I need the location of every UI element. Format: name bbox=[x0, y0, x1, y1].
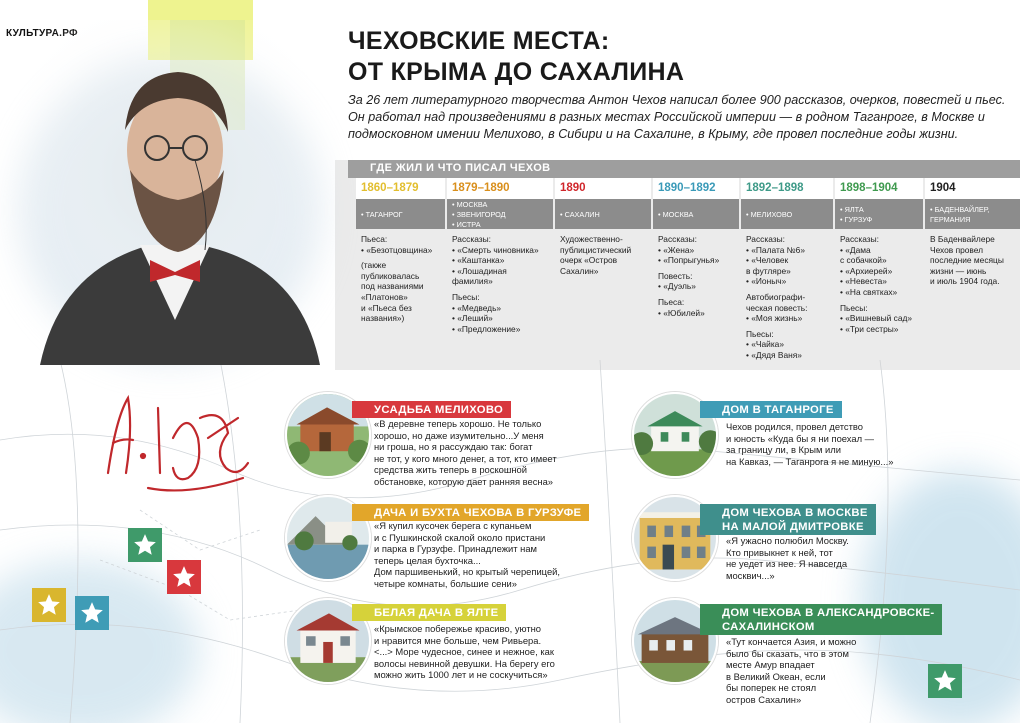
place-quote-line: Чехов родился, провел детство bbox=[726, 421, 863, 432]
place-title bbox=[352, 401, 511, 418]
timeline-work-line: фамилия» bbox=[452, 276, 493, 287]
timeline-works bbox=[356, 229, 445, 324]
place-quote-line: обстановке, которую дает ранняя весна» bbox=[374, 475, 554, 487]
place-quote bbox=[374, 520, 614, 590]
place-quote-line: москвич...» bbox=[726, 569, 775, 581]
timeline-work-line: Художественно- bbox=[560, 234, 623, 244]
place-quote bbox=[726, 636, 906, 706]
timeline-work-line: • «Безотцовщина» bbox=[361, 244, 433, 255]
timeline-place: • МОСКВА bbox=[658, 210, 694, 219]
timeline-work-line: названия») bbox=[361, 313, 405, 324]
timeline-work-line: • «Предложение» bbox=[452, 323, 521, 334]
place-quote-line: хорошо, но даже изумительно...У меня bbox=[374, 429, 544, 441]
timeline-work-line: с собачкой» bbox=[840, 255, 887, 266]
place-quote-line: остров Сахалин» bbox=[726, 693, 802, 705]
chekhov-signature bbox=[88, 378, 258, 498]
timeline-place: • ИСТРА bbox=[452, 220, 481, 229]
timeline-place: • САХАЛИН bbox=[560, 210, 600, 219]
chekhov-portrait bbox=[0, 20, 340, 365]
place-title bbox=[700, 504, 876, 535]
timeline-work-line: Сахалин» bbox=[560, 265, 599, 276]
timeline-work-line: Пьеса: bbox=[658, 296, 685, 307]
timeline-place: • ЗВЕНИГОРОД bbox=[452, 210, 506, 219]
timeline-places bbox=[653, 199, 739, 229]
place-quote-line: и нравится мне больше, чем Ривьера. bbox=[374, 634, 542, 646]
place-quote-line: месте Амур впадает bbox=[726, 659, 815, 671]
place-title-line: НА МАЛОЙ ДМИТРОВКЕ bbox=[722, 521, 864, 533]
timeline-work-line: • «Смерть чиновника» bbox=[452, 244, 539, 255]
place-quote-line: было бы сказать, что в этом bbox=[726, 647, 849, 659]
timeline-column bbox=[356, 178, 445, 368]
place-quote-line: «Крымское побережье красиво, уютно bbox=[374, 623, 542, 634]
timeline-work-line: последние месяцы bbox=[930, 255, 1004, 266]
place-quote-line: и с Пушкинской скалой около пристани bbox=[374, 531, 546, 543]
timeline-places bbox=[925, 199, 1020, 229]
timeline-place: • ЯЛТА bbox=[840, 205, 864, 214]
place-quote bbox=[726, 421, 926, 467]
place-title-line: ДОМ ЧЕХОВА В АЛЕКСАНДРОВСКЕ- bbox=[722, 607, 935, 619]
timeline-places bbox=[447, 199, 553, 229]
timeline-work-line: • «Невеста» bbox=[840, 276, 887, 287]
timeline-work-line: • «Вишневый сад» bbox=[840, 313, 913, 324]
place-title-line: ДОМ ЧЕХОВА В МОСКВЕ bbox=[722, 507, 868, 519]
map-star-green[interactable] bbox=[128, 528, 162, 562]
place-quote-line: ни гроша, но я рассуждаю так: богат bbox=[374, 441, 533, 453]
timeline-work-line: Пьесы: bbox=[452, 291, 480, 302]
place-quote bbox=[374, 418, 614, 488]
timeline-work-line: и июль 1904 года. bbox=[930, 276, 1000, 287]
title-line-1: ЧЕХОВСКИЕ МЕСТА: bbox=[348, 27, 610, 55]
timeline-column bbox=[555, 178, 651, 368]
timeline-work-line: Пьесы: bbox=[746, 328, 774, 339]
timeline-work-line: • «Три сестры» bbox=[840, 323, 899, 334]
timeline-work-line: • «Юбилей» bbox=[658, 307, 705, 318]
timeline-place: • ГУРЗУФ bbox=[840, 215, 873, 224]
place-quote-line: «Тут кончается Азия, и можно bbox=[726, 636, 857, 647]
timeline-work-line: очерк «Остров bbox=[560, 255, 618, 266]
place-quote-line: волосы невинной девушки. На берегу его bbox=[374, 657, 555, 669]
map-star-blue[interactable] bbox=[75, 596, 109, 630]
title-line-2: ОТ КРЫМА ДО САХАЛИНА bbox=[348, 58, 685, 86]
timeline-work-line: Повесть: bbox=[658, 270, 693, 281]
timeline-work-line: Пьеса: bbox=[361, 234, 388, 244]
timeline-places bbox=[835, 199, 923, 229]
timeline-years: 1860–1879 bbox=[356, 178, 445, 199]
place-quote-line: Кто привыкнет к ней, тот bbox=[726, 546, 833, 558]
timeline-work-line: • «Архиерей» bbox=[840, 265, 893, 276]
timeline-work-line: • «Палата №6» bbox=[746, 244, 805, 255]
place-quote-line: «В деревне теперь хорошо. Не только bbox=[374, 418, 542, 429]
timeline-work-line: • «Лошадиная bbox=[452, 265, 507, 276]
timeline-work-line: • «Дядя Ваня» bbox=[746, 349, 802, 360]
map-star-yellow[interactable] bbox=[32, 588, 66, 622]
timeline-work-line: • «Попрыгунья» bbox=[658, 255, 720, 266]
place-quote-line: четыре комнаты, большие сени» bbox=[374, 577, 517, 589]
timeline-works bbox=[653, 229, 739, 318]
place-quote bbox=[726, 535, 906, 581]
timeline-works bbox=[835, 229, 923, 334]
timeline-years: 1898–1904 bbox=[835, 178, 923, 199]
timeline-work-line: жизни — июнь bbox=[930, 265, 987, 276]
timeline-column bbox=[925, 178, 1020, 368]
place-quote-line: и парка в Гурзуфе. Принадлежит нам bbox=[374, 543, 537, 555]
place-quote-line: не уедет из нее. Я навсегда bbox=[726, 558, 848, 570]
timeline-work-line: ческая повесть: bbox=[746, 302, 808, 313]
timeline-works bbox=[555, 229, 651, 276]
map-star-red[interactable] bbox=[167, 560, 201, 594]
timeline-years: 1890–1892 bbox=[653, 178, 739, 199]
timeline-works bbox=[741, 229, 833, 361]
timeline-work-line: Рассказы: bbox=[658, 234, 697, 244]
place-quote bbox=[374, 623, 614, 681]
timeline-work-line: В Баденвайлере bbox=[930, 234, 995, 244]
timeline-places bbox=[555, 199, 651, 229]
timeline-work-line: • «Дуэль» bbox=[658, 281, 696, 292]
timeline-column bbox=[653, 178, 739, 368]
place-quote-line: за границу ли, в Крым или bbox=[726, 444, 841, 456]
timeline-work-line: Рассказы: bbox=[840, 234, 879, 244]
place-quote-line: «Я купил кусочек берега с купаньем bbox=[374, 520, 532, 531]
timeline-work-line: Рассказы: bbox=[746, 234, 785, 244]
timeline-work-line: • «Человек bbox=[746, 255, 789, 266]
timeline-years: 1879–1890 bbox=[447, 178, 553, 199]
timeline-work-line: и «Пьеса без bbox=[361, 302, 412, 313]
timeline-place: • МОСКВА bbox=[452, 200, 488, 209]
page-title bbox=[348, 26, 684, 88]
place-quote-line: можно жить 1000 лет и не соскучиться» bbox=[374, 669, 548, 681]
place-quote-line: «Я ужасно полюбил Москву. bbox=[726, 535, 849, 546]
timeline-column bbox=[835, 178, 923, 368]
timeline-column bbox=[741, 178, 833, 368]
timeline-works bbox=[447, 229, 553, 334]
timeline-work-line: Рассказы: bbox=[452, 234, 491, 244]
map-star-green-sakhalin[interactable] bbox=[928, 664, 962, 698]
timeline-places bbox=[741, 199, 833, 229]
place-quote-line: Дом паршивенький, но крытый черепицей, bbox=[374, 566, 560, 578]
timeline-works bbox=[925, 229, 1020, 287]
place-quote-line: <...> Море чудесное, синее и нежное, как bbox=[374, 646, 554, 658]
timeline-years: 1890 bbox=[555, 178, 651, 199]
timeline-place: • БАДЕНВАЙЛЕР, bbox=[930, 205, 990, 214]
timeline-work-line: • «Леший» bbox=[452, 313, 493, 324]
timeline-work-line: публиковалась bbox=[361, 270, 420, 281]
place-title-line: САХАЛИНСКОМ bbox=[722, 621, 815, 633]
timeline-work-line: • «Каштанка» bbox=[452, 255, 505, 266]
place-title bbox=[700, 401, 842, 418]
place-title-line: УСАДЬБА МЕЛИХОВО bbox=[374, 404, 504, 416]
place-quote-line: и юность «Куда бы я ни поехал — bbox=[726, 432, 875, 444]
place-title-line: ДАЧА И БУХТА ЧЕХОВА В ГУРЗУФЕ bbox=[374, 507, 582, 519]
place-quote-line: в Великий Океан, если bbox=[726, 670, 826, 682]
timeline-place: • МЕЛИХОВО bbox=[746, 210, 793, 219]
timeline-work-line: • «Чайка» bbox=[746, 339, 784, 350]
timeline-work-line: Автобиографи- bbox=[746, 291, 806, 302]
timeline-work-line: Пьесы: bbox=[840, 302, 868, 313]
timeline-caption: ГДЕ ЖИЛ И ЧТО ПИСАЛ ЧЕХОВ bbox=[348, 160, 1020, 178]
timeline-place: • ТАГАНРОГ bbox=[361, 210, 403, 219]
timeline-work-line: (также bbox=[361, 260, 387, 271]
timeline-column bbox=[447, 178, 553, 368]
timeline-work-line: • «На святках» bbox=[840, 286, 898, 297]
place-quote-line: не тот, у кого много денег, а тот, кто имеет bbox=[374, 452, 557, 464]
place-quote-line: средства жить теперь в роскошной bbox=[374, 464, 528, 476]
timeline-years: 1892–1898 bbox=[741, 178, 833, 199]
timeline-years: 1904 bbox=[925, 178, 1020, 199]
timeline-work-line: • «Медведь» bbox=[452, 302, 502, 313]
intro-text: За 26 лет литературного творчества Антон Чехов написал более 900 рассказов, очерков, повестей и пьес. Он работал над произведениями в разных местах Российской империи — в родном Таганроге, в Москве и подмосковном имении Мелихово, в Сибири и на Сахалине, в Крыму, где провел последние годы жизни. bbox=[348, 93, 1006, 141]
place-title bbox=[352, 504, 589, 521]
timeline-work-line: Чехов провел bbox=[930, 244, 984, 255]
timeline-work-line: • «Моя жизнь» bbox=[746, 313, 803, 324]
place-quote-line: на Кавказ, — Таганрога я не миную...» bbox=[726, 455, 894, 467]
place-quote-line: бы поперек не стоял bbox=[726, 682, 817, 694]
place-title bbox=[352, 604, 506, 621]
timeline-work-line: • «Жена» bbox=[658, 244, 695, 255]
place-quote-line: теперь целая бухточка... bbox=[374, 554, 481, 566]
timeline-work-line: «Платонов» bbox=[361, 291, 408, 302]
timeline-work-line: • «Дама bbox=[840, 244, 871, 255]
timeline-work-line: • «Ионыч» bbox=[746, 276, 787, 287]
timeline-places bbox=[356, 199, 445, 229]
place-title bbox=[700, 604, 942, 635]
place-title-line: БЕЛАЯ ДАЧА В ЯЛТЕ bbox=[374, 607, 499, 619]
place-title-line: ДОМ В ТАГАНРОГЕ bbox=[722, 404, 834, 416]
timeline-work-line: под названиями bbox=[361, 281, 424, 292]
timeline-place: ГЕРМАНИЯ bbox=[930, 215, 971, 224]
timeline-work-line: публицистический bbox=[560, 244, 632, 255]
timeline-work-line: в футляре» bbox=[746, 265, 791, 276]
